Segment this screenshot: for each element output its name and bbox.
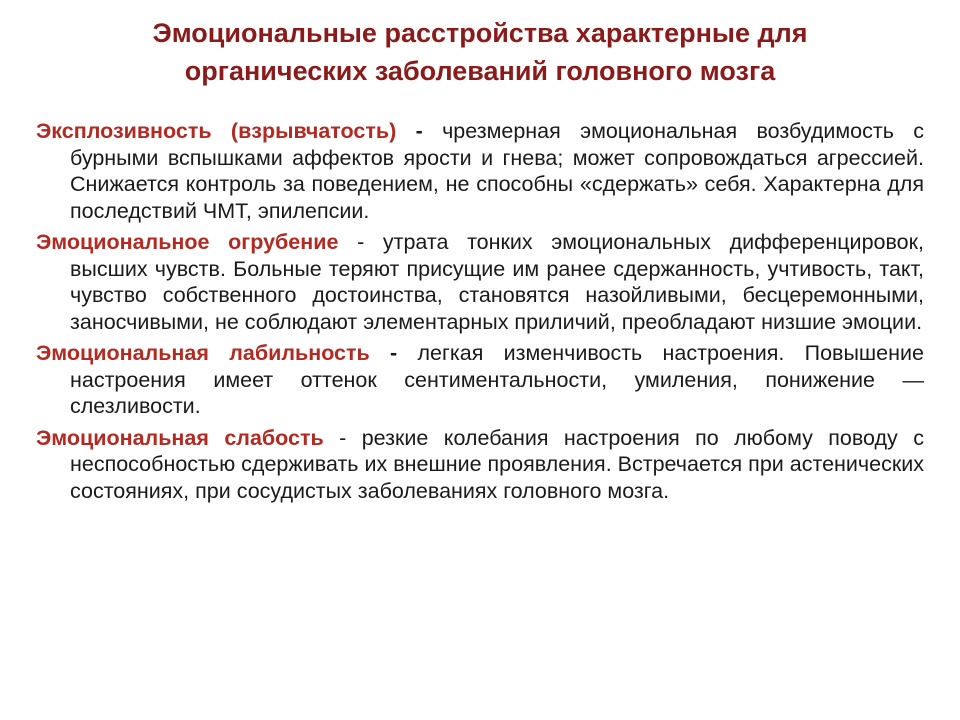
definition-term: Эмоциональное огрубение xyxy=(36,230,339,254)
definition-term: Эмоциональная слабость xyxy=(36,425,324,450)
definitions-list xyxy=(36,118,924,509)
definition-dash: - xyxy=(390,341,398,365)
definition-text: резкие колебания настроения по любому поводу с неспособностью сдерживать их внешние проявления. Встречается при астенических состояниях, при сосудистых заболеваниях головного мозга. xyxy=(70,425,924,503)
definition-term: Эксплозивность (взрывчатость) xyxy=(36,119,397,143)
definition-lability xyxy=(36,340,924,420)
slide-title-line-2: органических заболеваний головного мозга xyxy=(184,56,776,86)
definition-dash: - xyxy=(415,119,423,143)
definition-coarsening xyxy=(36,229,924,335)
definition-explosiveness xyxy=(36,118,924,224)
definition-dash: - xyxy=(357,230,365,254)
slide-title-line-1: Эмоциональные расстройства характерные для xyxy=(152,18,808,48)
definition-text: легкая изменчивость настроения. Повышение настроения имеет оттенок сентиментальности, умиления, понижение — слезливости. xyxy=(70,341,924,418)
definition-text: чрезмерная эмоциональная возбудимость с бурными вспышками аффектов ярости и гнева; может сопровождаться агрессией. Снижается контроль за поведением, не способны «сдержать» себя. Характерна для последствий ЧМТ, эпилепсии. xyxy=(70,119,924,223)
slide-title xyxy=(40,14,920,90)
definition-text: утрата тонких эмоциональных дифференцировок, высших чувств. Больные теряют присущие им ранее сдержанность, учтивость, такт, чувство собственного достоинства, становятся назойливыми, бесцеремонными, заносчивыми, не соблюдают элементарных приличий, преобладают низшие эмоции. xyxy=(70,230,924,334)
definition-dash: - xyxy=(339,425,347,450)
definition-weakness xyxy=(36,425,924,505)
definition-term: Эмоциональная лабильность xyxy=(36,341,370,365)
